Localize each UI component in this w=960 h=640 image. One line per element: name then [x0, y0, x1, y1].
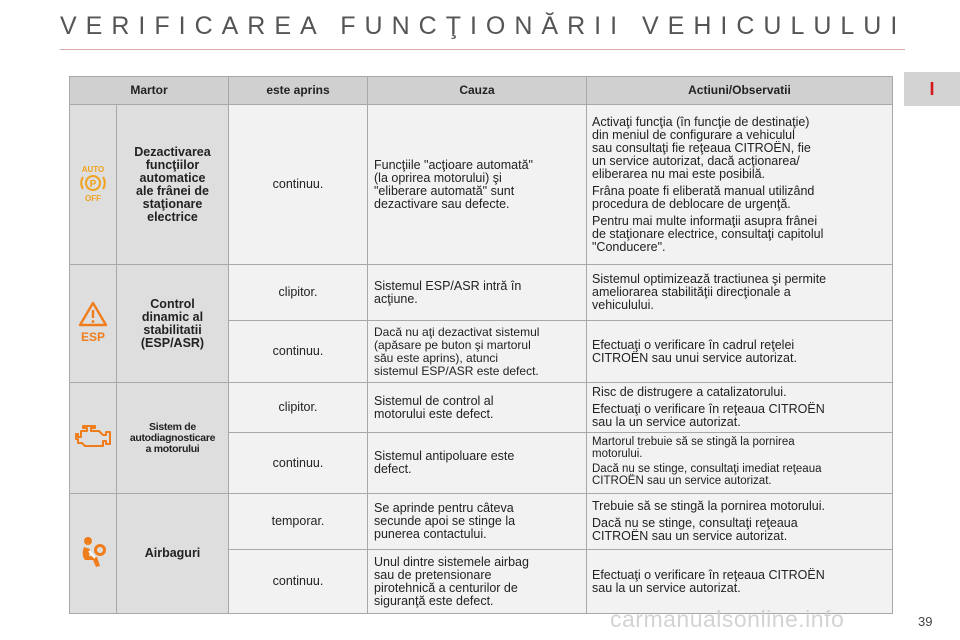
state-cell: continuu. — [229, 550, 368, 614]
page-title: VERIFICAREA FUNCŢIONĂRII VEHICULULUI — [60, 12, 907, 40]
action-paragraph: Efectuaţi o verificare în reţeaua CITROËN sau la un service autorizat. — [592, 402, 825, 429]
warning-name: Sistem de autodiagnosticare a motorului — [117, 383, 229, 494]
table-row — [70, 265, 893, 321]
table-row — [70, 383, 893, 433]
engine-check-icon — [73, 422, 113, 455]
svg-text:P: P — [89, 179, 97, 190]
table-row — [70, 105, 893, 265]
action-paragraph: Risc de distrugere a catalizatorului. — [592, 385, 787, 399]
action-paragraph: Sistemul optimizează tractiunea şi permite ameliorarea stabilităţii direcţionale a vehiculului. — [592, 272, 827, 312]
action-paragraph: Activaţi funcţia (în funcţie de destinaţie) din meniul de configurare a vehiculul sau consultaţi fie reţeaua CITROËN, fie un service autorizat, dacă acţionarea/ eliberarea nu mai este posibilă. — [592, 114, 811, 181]
action-paragraph: Pentru mai multe informaţii asupra frânei de staţionare electrice, consultaţi capitolul "Conducere". — [592, 213, 824, 254]
cause-cell: Funcţiile "acţioare automată" (la oprirea motorului) şi "eliberare automată" sunt dezactivare sau defecte. — [368, 105, 587, 265]
svg-text:ESP: ESP — [80, 330, 106, 343]
action-cell — [587, 433, 893, 494]
action-cell — [587, 265, 893, 321]
action-cell — [587, 321, 893, 383]
icon-cell — [70, 105, 117, 265]
warning-lights-table — [69, 76, 893, 614]
action-paragraph: Dacă nu se stinge, consultaţi reţeaua CITROËN sau un service autorizat. — [592, 516, 798, 543]
action-cell — [587, 550, 893, 614]
title-divider — [60, 49, 905, 50]
header-martor: Martor — [70, 77, 229, 105]
page-number: 39 — [918, 614, 933, 629]
watermark: carmanualsonline.info — [610, 606, 845, 632]
state-cell: continuu. — [229, 321, 368, 383]
action-cell — [587, 105, 893, 265]
warning-name: Airbaguri — [117, 494, 229, 614]
state-cell: clipitor. — [229, 265, 368, 321]
cause-cell: Dacă nu aţi dezactivat sistemul (apăsare pe buton şi martorul său este aprins), atunci sistemul ESP/ASR este defect. — [368, 321, 587, 383]
header-este-aprins: este aprins — [229, 77, 368, 105]
action-paragraph: Efectuaţi o verificare în cadrul reţelei CITROËN sau unui service autorizat. — [592, 337, 797, 365]
cause-cell: Se aprinde pentru câteva secunde apoi se stinge la punerea contactului. — [368, 494, 587, 550]
header-actiuni: Actiuni/Observatii — [587, 77, 893, 105]
state-cell: continuu. — [229, 433, 368, 494]
svg-text:AUTO: AUTO — [81, 165, 105, 174]
cause-cell: Unul dintre sistemele airbag sau de pretensionare pirotehnică a centurilor de siguranţă este defect. — [368, 550, 587, 614]
action-paragraph: Frâna poate fi eliberată manual utilizând procedura de deblocare de urgenţă. — [592, 183, 815, 211]
state-cell: continuu. — [229, 105, 368, 265]
parking-brake-auto-off-icon — [76, 163, 110, 206]
action-paragraph: Dacă nu se stinge, consultaţi imediat reţeaua CITROËN sau un service autorizat. — [592, 463, 822, 487]
table-row — [70, 494, 893, 550]
action-paragraph: Martorul trebuie să se stingă la pornirea motorului. — [592, 436, 795, 460]
icon-cell — [70, 383, 117, 494]
esp-warning-icon — [78, 301, 108, 346]
icon-cell — [70, 265, 117, 383]
chapter-tab[interactable]: I — [904, 72, 960, 106]
state-cell: temporar. — [229, 494, 368, 550]
cause-cell: Sistemul antipoluare este defect. — [368, 433, 587, 494]
action-paragraph: Efectuaţi o verificare în reţeaua CITROËN sau la un service autorizat. — [592, 567, 825, 595]
warning-name: Control dinamic al stabilitatii (ESP/ASR) — [117, 265, 229, 383]
svg-text:OFF: OFF — [85, 194, 101, 203]
table-header-row — [70, 77, 893, 105]
airbag-icon — [76, 535, 110, 572]
cause-cell: Sistemul de control al motorului este defect. — [368, 383, 587, 433]
action-paragraph: Trebuie să se stingă la pornirea motorului. — [592, 499, 825, 513]
warning-name: Dezactivarea funcţiilor automatice ale frânei de staţionare electrice — [117, 105, 229, 265]
action-cell — [587, 494, 893, 550]
icon-cell — [70, 494, 117, 614]
header-cauza: Cauza — [368, 77, 587, 105]
action-cell — [587, 383, 893, 433]
cause-cell: Sistemul ESP/ASR intră în acţiune. — [368, 265, 587, 321]
state-cell: clipitor. — [229, 383, 368, 433]
